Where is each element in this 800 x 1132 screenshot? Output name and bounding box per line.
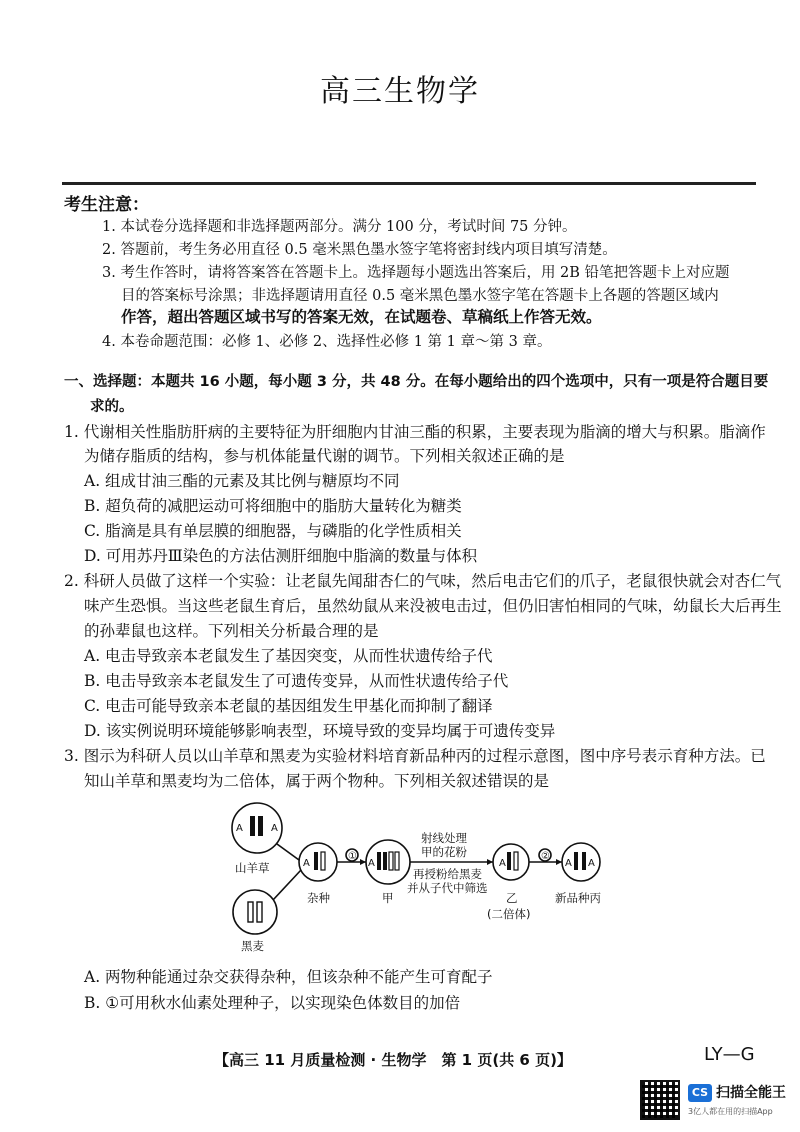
q2-option-a: A. 电击导致亲本老鼠发生了基因突变，从而性状遗传给子代 (84, 647, 493, 665)
cross-line-top (277, 844, 299, 860)
header-rule (62, 182, 756, 185)
heimai-label: 黑麦 (241, 939, 264, 953)
chromosome (321, 852, 325, 870)
arrow-bottom-line-2: 并从子代中筛选 (407, 881, 488, 895)
heimai-cell (233, 890, 277, 934)
gene-label: A (565, 858, 572, 869)
chromosome (514, 852, 518, 870)
chromosome (389, 852, 393, 870)
notice-line-2: 2. 答题前，考生务必用直径 0.5 毫米黑色墨水签字笔将密封线内项目填写清楚。 (102, 242, 617, 258)
section-heading-line-2: 求的。 (90, 399, 134, 415)
arrow-top-line-2: 甲的花粉 (421, 845, 467, 859)
chromosome (257, 902, 262, 922)
yi-note: (二倍体) (487, 907, 531, 921)
step-2-label: ② (541, 851, 550, 862)
q2-stem-line-3: 的孙辈鼠也这样。下列相关分析最合理的是 (84, 622, 379, 640)
step-1-label: ① (348, 851, 357, 862)
scanner-tagline: 3亿人都在用的扫描App (688, 1107, 773, 1116)
section-heading-line-1: 一、选择题：本题共 16 小题，每小题 3 分，共 48 分。在每小题给出的四个选项中，只有一项是符合题目要 (64, 374, 769, 390)
notice-line-3: 3. 考生作答时，请将答案答在答题卡上。选择题每小题选出答案后，用 2B 铅笔把答题卡上对应题 (102, 265, 730, 281)
notice-heading: 考生注意： (64, 195, 149, 215)
q1-option-a: A. 组成甘油三酯的元素及其比例与糖原均不同 (84, 472, 400, 490)
chromosome (383, 852, 387, 870)
q3-stem-line-1: 3. 图示为科研人员以山羊草和黑麦为实验材料培育新品种丙的过程示意图，图中序号表示育种方法。已 (64, 747, 766, 765)
q3-stem-line-2: 知山羊草和黑麦均为二倍体，属于两个物种。下列相关叙述错误的是 (84, 772, 550, 790)
q1-option-c: C. 脂滴是具有单层膜的细胞器，与磷脂的化学性质相关 (84, 522, 462, 540)
q2-option-d: D. 该实例说明环境能够影响表型，环境导致的变异均属于可遗传变异 (84, 722, 556, 740)
chromosome (395, 852, 399, 870)
chromosome (250, 816, 255, 836)
yi-label: 乙 (506, 891, 518, 905)
scanner-name: 扫描全能王 (716, 1085, 786, 1101)
q1-stem-line-2: 为储存脂质的结构，参与机体能量代谢的调节。下列相关叙述正确的是 (84, 447, 565, 465)
q3-option-b: B. ①可用秋水仙素处理种子，以实现染色体数目的加倍 (84, 994, 461, 1012)
scanner-logo: CS (688, 1084, 712, 1102)
chromosome (258, 816, 263, 836)
q3-option-a: A. 两物种能通过杂交获得杂种，但该杂种不能产生可育配子 (84, 968, 493, 986)
notice-line-6: 4. 本卷命题范围：必修 1、必修 2、选择性必修 1 第 1 章～第 3 章。 (102, 334, 552, 350)
gene-label: A (271, 823, 278, 834)
hybrid-label: 杂种 (307, 891, 330, 905)
arrow-top-line-1: 射线处理 (421, 831, 467, 845)
page-title: 高三生物学 (320, 74, 480, 109)
notice-line-1: 1. 本试卷分选择题和非选择题两部分。满分 100 分，考试时间 75 分钟。 (102, 219, 577, 235)
q2-stem-line-2: 味产生恐惧。当这些老鼠生育后，虽然幼鼠从来没被电击过，但仍旧害怕相同的气味，幼鼠长大后再生 (84, 597, 782, 615)
q1-stem-line-1: 1. 代谢相关性脂肪肝病的主要特征为肝细胞内甘油三酯的积累，主要表现为脂滴的增大与积累。脂滴作 (64, 423, 766, 441)
chromosome (574, 852, 578, 870)
chromosome (248, 902, 253, 922)
q1-option-d: D. 可用苏丹Ⅲ染色的方法估测肝细胞中脂滴的数量与体积 (84, 547, 478, 565)
chromosome (582, 852, 586, 870)
chromosome (377, 852, 381, 870)
gene-label: A (303, 858, 310, 869)
notice-line-5: 作答，超出答题区域书写的答案无效，在试题卷、草稿纸上作答无效。 (121, 307, 602, 326)
q2-option-c: C. 电击可能导致亲本老鼠的基因组发生甲基化而抑制了翻译 (84, 697, 493, 715)
gene-label: A (588, 858, 595, 869)
gene-label: A (499, 858, 506, 869)
breeding-diagram (225, 800, 620, 960)
scanner-watermark (640, 1080, 800, 1124)
arrow-bottom-line-1: 再授粉给黑麦 (413, 867, 482, 881)
cross-line-bottom (273, 870, 301, 900)
chromosome (507, 852, 511, 870)
gene-label: A (236, 823, 243, 834)
page-footer: 【高三 11 月质量检测 · 生物学 第 1 页(共 6 页)】 (214, 1051, 572, 1069)
chromosome (314, 852, 318, 870)
q2-stem-line-1: 2. 科研人员做了这样一个实验：让老鼠先闻甜杏仁的气味，然后电击它们的爪子，老鼠很快就会对杏仁气 (64, 572, 782, 590)
notice-line-4: 目的答案标号涂黑；非选择题请用直径 0.5 毫米黑色墨水签字笔在答题卡上各题的答题区域内 (121, 288, 719, 304)
q2-option-b: B. 电击导致亲本老鼠发生了可遗传变异，从而性状遗传给子代 (84, 672, 509, 690)
bing-label: 新品种丙 (555, 891, 601, 905)
jia-label: 甲 (382, 891, 394, 905)
qr-code-icon (640, 1080, 680, 1120)
paper-code: LY—G (704, 1044, 755, 1065)
gene-label: A (368, 858, 375, 869)
shanyangcao-label: 山羊草 (235, 861, 270, 875)
q1-option-b: B. 超负荷的减肥运动可将细胞中的脂肪大量转化为糖类 (84, 497, 462, 515)
